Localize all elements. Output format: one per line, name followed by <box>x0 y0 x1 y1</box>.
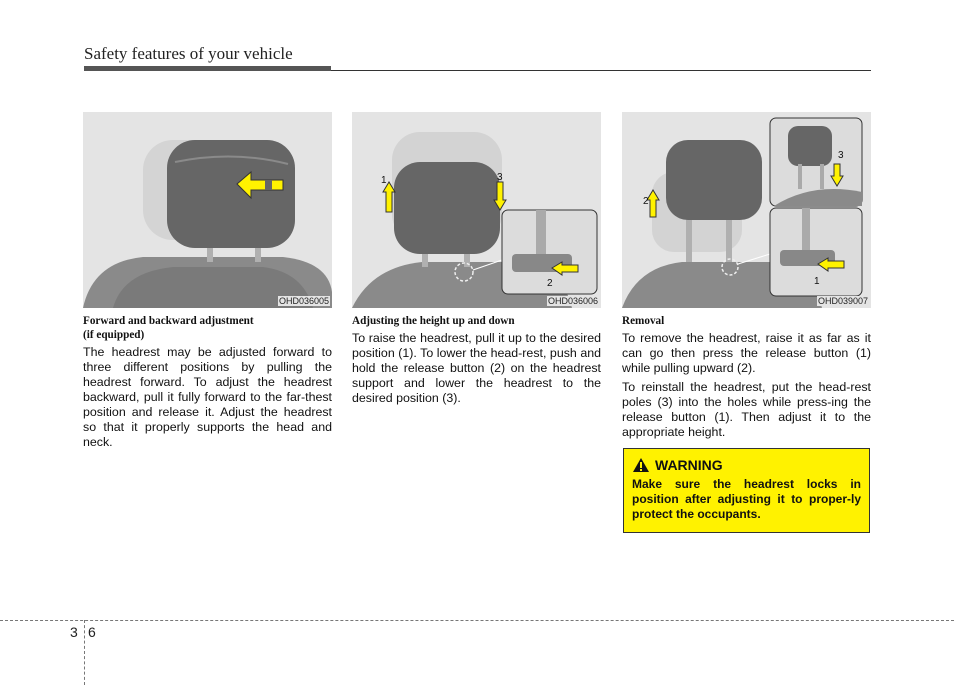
subtitle-line-1: Adjusting the height up and down <box>352 315 515 327</box>
callout-1: 1 <box>814 276 820 287</box>
headrest-removal-illustration <box>622 112 871 308</box>
section-number: 3 <box>70 624 78 640</box>
warning-header <box>632 457 861 473</box>
figure-headrest-removal <box>622 112 871 308</box>
warning-title: WARNING <box>655 457 723 473</box>
figure-headrest-forward <box>83 112 332 308</box>
section-body <box>83 345 332 450</box>
section-body <box>352 331 601 406</box>
page-number: 6 <box>88 624 96 640</box>
subtitle-line-1: Removal <box>622 315 665 327</box>
figure-headrest-height <box>352 112 601 308</box>
callout-1: 1 <box>381 175 387 186</box>
section-subtitle <box>622 314 871 328</box>
subtitle-line-2: (if equipped) <box>83 329 145 341</box>
header-rule <box>331 70 871 71</box>
callout-2: 2 <box>643 196 649 207</box>
section-subtitle <box>83 314 332 342</box>
column-height-adjust <box>352 112 601 410</box>
footer-dashed-rule <box>0 620 954 621</box>
column-removal <box>622 112 871 444</box>
headrest-forward-illustration <box>83 112 332 308</box>
paragraph: The headrest may be adjusted forward to three different positions by pulling the headrest forward. To adjust the headrest backward, pull it fully forward to the far-thest position and release it. Adjust the headrest so that it properly supports the head and neck. <box>83 345 332 449</box>
headrest-height-illustration <box>352 112 601 308</box>
paragraph: To remove the headrest, raise it as far as it can go then press the release button (1) while pulling upward (2). <box>622 331 871 375</box>
subtitle-line-1: Forward and backward adjustment <box>83 315 254 327</box>
paragraph: To reinstall the headrest, put the head-rest poles (3) into the holes while press-ing the release button (1). Then adjust it to the appropriate height. <box>622 380 871 439</box>
figure-code: OHD036005 <box>278 296 329 306</box>
warning-text: Make sure the headrest locks in position after adjusting it to proper-ly protect the occupants. <box>632 477 861 521</box>
column-forward-backward <box>83 112 332 454</box>
warning-triangle-icon <box>632 457 650 473</box>
callout-3: 3 <box>497 172 503 183</box>
paragraph: To raise the headrest, pull it up to the desired position (1). To lower the head-rest, push and hold the release button (2) on the headrest support and lower the headrest to the desired position (3). <box>352 331 601 405</box>
warning-box <box>623 448 870 533</box>
header-bar <box>84 66 331 71</box>
footer-dashed-divider <box>84 620 85 685</box>
page-header-title: Safety features of your vehicle <box>84 44 293 63</box>
section-body <box>622 331 871 440</box>
figure-code: OHD036006 <box>547 296 598 306</box>
section-subtitle <box>352 314 601 328</box>
callout-2: 2 <box>547 278 553 289</box>
callout-3: 3 <box>838 150 844 161</box>
figure-code: OHD039007 <box>817 296 868 306</box>
